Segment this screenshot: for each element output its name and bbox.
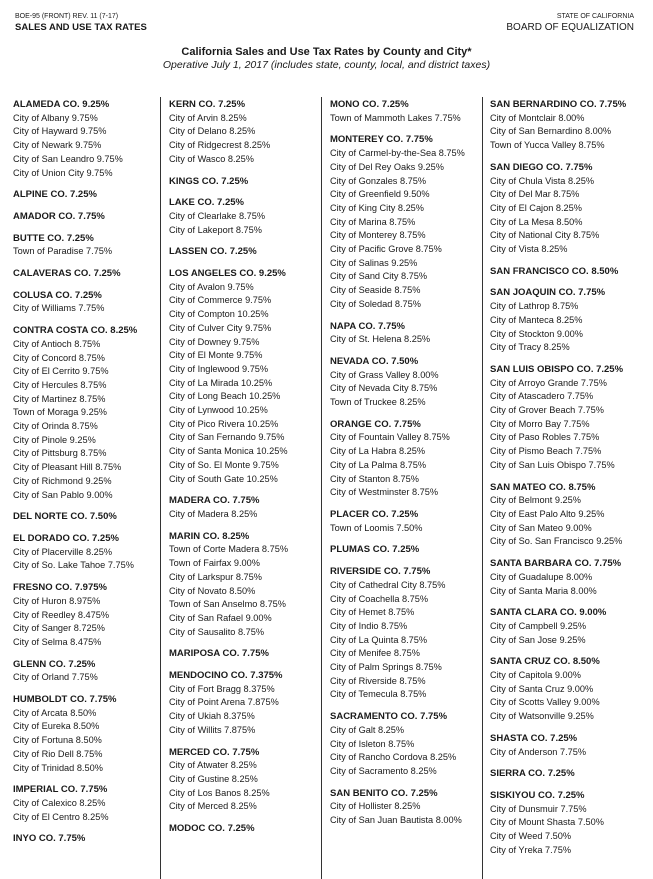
city-rate: City of Tracy 8.25% xyxy=(490,342,570,353)
city-rate: City of Atwater 8.25% xyxy=(169,760,257,771)
city-rate: City of Culver City 9.75% xyxy=(169,322,272,333)
city-rate: City of Fortuna 8.50% xyxy=(13,735,102,746)
city-rate: City of Sand City 8.75% xyxy=(330,271,428,282)
county-name: BUTTE CO. 7.25% xyxy=(13,232,94,244)
rate-column-4 xyxy=(490,98,650,865)
city-rate: Town of Paradise 7.75% xyxy=(13,246,113,257)
city-rate: City of Chula Vista 8.25% xyxy=(490,175,595,186)
city-rate: City of Atascadero 7.75% xyxy=(490,391,594,402)
city-rate: City of Monterey 8.75% xyxy=(330,230,426,241)
county-block xyxy=(330,565,483,702)
county-name: SAN MATEO CO. 8.75% xyxy=(490,481,596,493)
city-rate: City of Grass Valley 8.00% xyxy=(330,369,439,380)
county-name: LOS ANGELES CO. 9.25% xyxy=(169,268,286,280)
city-rate: City of St. Helena 8.25% xyxy=(330,334,431,345)
city-rate: City of Orland 7.75% xyxy=(13,672,98,683)
county-block xyxy=(490,732,650,759)
county-name: DEL NORTE CO. 7.50% xyxy=(13,511,117,523)
city-rate: City of Sacramento 8.25% xyxy=(330,765,437,776)
city-rate: City of San Bernardino 8.00% xyxy=(490,126,612,137)
city-rate: City of Santa Cruz 9.00% xyxy=(490,683,594,694)
county-name: NAPA CO. 7.75% xyxy=(330,320,405,332)
county-name: PLUMAS CO. 7.25% xyxy=(330,544,420,556)
city-rate: City of Downey 9.75% xyxy=(169,336,260,347)
county-block xyxy=(169,530,321,640)
city-rate: City of Long Beach 10.25% xyxy=(169,391,281,402)
city-rate: City of La Habra 8.25% xyxy=(330,446,425,457)
city-rate: Town of Corte Madera 8.75% xyxy=(169,544,288,555)
county-name: INYO CO. 7.75% xyxy=(13,833,86,845)
city-rate: City of Fort Bragg 8.375% xyxy=(169,683,275,694)
city-rate: City of Santa Monica 10.25% xyxy=(169,446,288,457)
county-name: SISKIYOU CO. 7.25% xyxy=(490,789,585,801)
city-rate: City of Seaside 8.75% xyxy=(330,285,421,296)
rate-column-3 xyxy=(330,98,483,836)
form-title: SALES AND USE TAX RATES xyxy=(15,22,147,33)
county-name: SAN JOAQUIN CO. 7.75% xyxy=(490,287,606,299)
county-block xyxy=(490,557,650,598)
city-rate: City of Arvin 8.25% xyxy=(169,112,247,123)
city-rate: City of Lakeport 8.75% xyxy=(169,224,262,235)
city-rate: City of San Rafael 9.00% xyxy=(169,612,272,623)
city-rate: City of Rancho Cordova 8.25% xyxy=(330,752,457,763)
city-rate: Town of Mammoth Lakes 7.75% xyxy=(330,112,461,123)
county-block xyxy=(330,787,483,828)
city-rate: City of East Palo Alto 9.25% xyxy=(490,508,605,519)
county-block xyxy=(330,320,483,347)
city-rate: City of San Fernando 9.75% xyxy=(169,432,285,443)
city-rate: City of Rio Dell 8.75% xyxy=(13,748,103,759)
county-block xyxy=(169,267,321,486)
county-block xyxy=(13,267,158,281)
page-title: California Sales and Use Tax Rates by County and City* xyxy=(181,46,472,58)
county-block xyxy=(169,647,321,661)
city-rate: City of La Quinta 8.75% xyxy=(330,634,428,645)
county-name: KINGS CO. 7.25% xyxy=(169,175,249,187)
page-subtitle: Operative July 1, 2017 (includes state, county, local, and district taxes) xyxy=(162,59,491,71)
city-rate: City of Lathrop 8.75% xyxy=(490,301,579,312)
city-rate: City of Ridgecrest 8.25% xyxy=(169,140,271,151)
city-rate: City of So. San Francisco 9.25% xyxy=(490,536,623,547)
county-block xyxy=(490,789,650,858)
city-rate: City of Albany 9.75% xyxy=(13,112,98,123)
county-name: SAN BENITO CO. 7.25% xyxy=(330,787,438,799)
county-block xyxy=(169,669,321,738)
city-rate: City of Greenfield 9.50% xyxy=(330,189,430,200)
city-rate: City of San Juan Bautista 8.00% xyxy=(330,815,462,826)
county-block xyxy=(169,175,321,189)
city-rate: Town of Yucca Valley 8.75% xyxy=(490,140,605,151)
city-rate: City of Wasco 8.25% xyxy=(169,153,254,164)
county-block xyxy=(13,210,158,224)
city-rate: City of Manteca 8.25% xyxy=(490,314,583,325)
city-rate: City of So. El Monte 9.75% xyxy=(169,459,279,470)
city-rate: City of Riverside 8.75% xyxy=(330,675,426,686)
county-name: GLENN CO. 7.25% xyxy=(13,658,96,670)
city-rate: City of Pinole 9.25% xyxy=(13,434,96,445)
county-block xyxy=(490,286,650,355)
city-rate: City of Nevada City 8.75% xyxy=(330,383,438,394)
city-rate: City of Delano 8.25% xyxy=(169,126,256,137)
county-name: ALPINE CO. 7.25% xyxy=(13,189,97,201)
city-rate: City of Larkspur 8.75% xyxy=(169,571,262,582)
column-divider xyxy=(321,97,322,879)
city-rate: City of Lynwood 10.25% xyxy=(169,405,268,416)
city-rate: City of Anderson 7.75% xyxy=(490,746,587,757)
county-name: COLUSA CO. 7.25% xyxy=(13,289,102,301)
county-name: CONTRA COSTA CO. 8.25% xyxy=(13,325,138,337)
city-rate: City of Merced 8.25% xyxy=(169,801,257,812)
state-name: STATE OF CALIFORNIA xyxy=(556,13,634,20)
city-rate: City of Madera 8.25% xyxy=(169,508,258,519)
county-name: SANTA BARBARA CO. 7.75% xyxy=(490,558,622,570)
city-rate: City of Commerce 9.75% xyxy=(169,295,272,306)
city-rate: City of San Pablo 9.00% xyxy=(13,489,113,500)
county-block xyxy=(490,161,650,257)
county-name: SACRAMENTO CO. 7.75% xyxy=(330,711,448,723)
city-rate: City of South Gate 10.25% xyxy=(169,473,278,484)
city-rate: City of Grover Beach 7.75% xyxy=(490,405,604,416)
county-block xyxy=(13,289,158,316)
city-rate: City of Point Arena 7.875% xyxy=(169,697,279,708)
rate-column-1 xyxy=(13,98,158,854)
county-block xyxy=(169,245,321,259)
city-rate: Town of Moraga 9.25% xyxy=(13,407,107,418)
city-rate: City of Pittsburg 8.75% xyxy=(13,448,107,459)
city-rate: City of Reedley 8.475% xyxy=(13,609,110,620)
city-rate: City of Inglewood 9.75% xyxy=(169,363,269,374)
city-rate: City of Pismo Beach 7.75% xyxy=(490,446,602,457)
city-rate: City of Compton 10.25% xyxy=(169,309,269,320)
city-rate: Town of San Anselmo 8.75% xyxy=(169,599,286,610)
city-rate: City of Stockton 9.00% xyxy=(490,328,583,339)
county-name: SHASTA CO. 7.25% xyxy=(490,732,578,744)
city-rate: City of Belmont 9.25% xyxy=(490,495,581,506)
city-rate: City of Cathedral City 8.75% xyxy=(330,579,446,590)
county-block xyxy=(490,363,650,473)
county-block xyxy=(169,822,321,836)
county-block xyxy=(13,581,158,650)
county-name: SANTA CRUZ CO. 8.50% xyxy=(490,656,600,668)
county-name: KERN CO. 7.25% xyxy=(169,99,246,110)
city-rate: City of Placerville 8.25% xyxy=(13,546,113,557)
county-block xyxy=(13,532,158,573)
city-rate: City of Concord 8.75% xyxy=(13,352,105,363)
city-rate: City of Pleasant Hill 8.75% xyxy=(13,462,122,473)
county-block xyxy=(330,508,483,535)
city-rate: City of La Mirada 10.25% xyxy=(169,377,273,388)
county-block xyxy=(490,265,650,279)
form-header-left xyxy=(15,11,147,33)
county-block xyxy=(330,133,483,311)
county-name: RIVERSIDE CO. 7.75% xyxy=(330,566,431,578)
form-id: BOE-95 (FRONT) REV. 11 (7-17) xyxy=(15,13,119,20)
city-rate: City of Eureka 8.50% xyxy=(13,721,100,732)
county-block xyxy=(490,481,650,550)
city-rate: Town of Fairfax 9.00% xyxy=(169,558,260,569)
county-name: SAN DIEGO CO. 7.75% xyxy=(490,161,593,173)
city-rate: City of Galt 8.25% xyxy=(330,724,405,735)
rate-column-2 xyxy=(169,98,321,844)
county-name: SIERRA CO. 7.25% xyxy=(490,768,575,780)
city-rate: City of Clearlake 8.75% xyxy=(169,210,266,221)
city-rate: City of Coachella 8.75% xyxy=(330,593,429,604)
county-block xyxy=(13,510,158,524)
city-rate: City of Paso Robles 7.75% xyxy=(490,432,600,443)
county-name: EL DORADO CO. 7.25% xyxy=(13,532,119,544)
city-rate: Town of Truckee 8.25% xyxy=(330,397,426,408)
county-block xyxy=(13,188,158,202)
county-block xyxy=(490,767,650,781)
city-rate: City of Orinda 8.75% xyxy=(13,421,98,432)
county-name: MARIPOSA CO. 7.75% xyxy=(169,648,269,660)
column-divider xyxy=(160,97,161,879)
county-block xyxy=(330,418,483,500)
city-rate: City of Novato 8.50% xyxy=(169,585,256,596)
city-rate: City of San Luis Obispo 7.75% xyxy=(490,459,615,470)
county-block xyxy=(13,783,158,824)
city-rate: City of Weed 7.50% xyxy=(490,831,572,842)
city-rate: City of El Monte 9.75% xyxy=(169,350,263,361)
county-name: MONTEREY CO. 7.75% xyxy=(330,134,433,146)
county-name: NEVADA CO. 7.50% xyxy=(330,355,419,367)
county-block xyxy=(330,543,483,557)
city-rate: City of Gonzales 8.75% xyxy=(330,175,427,186)
document-titles xyxy=(0,46,653,72)
city-rate: City of Vista 8.25% xyxy=(490,244,568,255)
city-rate: City of Sausalito 8.75% xyxy=(169,626,264,637)
county-name: MERCED CO. 7.75% xyxy=(169,746,260,758)
city-rate: City of Morro Bay 7.75% xyxy=(490,418,590,429)
city-rate: City of So. Lake Tahoe 7.75% xyxy=(13,560,134,571)
city-rate: City of Calexico 8.25% xyxy=(13,797,106,808)
city-rate: City of Westminster 8.75% xyxy=(330,487,439,498)
city-rate: City of Palm Springs 8.75% xyxy=(330,662,442,673)
county-name: LAKE CO. 7.25% xyxy=(169,197,244,209)
city-rate: City of Del Mar 8.75% xyxy=(490,189,580,200)
city-rate: City of Pacific Grove 8.75% xyxy=(330,244,442,255)
city-rate: City of Dunsmuir 7.75% xyxy=(490,803,587,814)
board-name: BOARD OF EQUALIZATION xyxy=(506,22,634,33)
city-rate: City of Scotts Valley 9.00% xyxy=(490,697,600,708)
city-rate: City of San Leandro 9.75% xyxy=(13,153,123,164)
city-rate: City of Martinez 8.75% xyxy=(13,393,106,404)
county-block xyxy=(13,832,158,846)
city-rate: City of Hemet 8.75% xyxy=(330,607,415,618)
city-rate: City of Campbell 9.25% xyxy=(490,620,587,631)
city-rate: City of El Cerrito 9.75% xyxy=(13,366,109,377)
form-header-right xyxy=(506,11,634,33)
county-name: ORANGE CO. 7.75% xyxy=(330,418,421,430)
county-block xyxy=(490,655,650,724)
city-rate: City of El Centro 8.25% xyxy=(13,811,109,822)
county-block xyxy=(330,710,483,779)
city-rate: City of Soledad 8.75% xyxy=(330,298,421,309)
county-block xyxy=(330,98,483,125)
county-name: SAN BERNARDINO CO. 7.75% xyxy=(490,99,627,110)
county-name: PLACER CO. 7.25% xyxy=(330,508,419,520)
city-rate: City of Watsonville 9.25% xyxy=(490,711,594,722)
city-rate: City of Ukiah 8.375% xyxy=(169,711,255,722)
city-rate: City of Hayward 9.75% xyxy=(13,126,107,137)
county-block xyxy=(169,494,321,521)
city-rate: City of La Palma 8.75% xyxy=(330,459,427,470)
county-name: AMADOR CO. 7.75% xyxy=(13,210,105,222)
city-rate: City of Sanger 8.725% xyxy=(13,623,105,634)
county-name: MONO CO. 7.25% xyxy=(330,99,409,110)
city-rate: City of Temecula 8.75% xyxy=(330,689,427,700)
city-rate: City of Pico Rivera 10.25% xyxy=(169,418,279,429)
city-rate: City of Indio 8.75% xyxy=(330,620,408,631)
city-rate: City of Fountain Valley 8.75% xyxy=(330,432,450,443)
city-rate: City of Hercules 8.75% xyxy=(13,379,107,390)
city-rate: City of Yreka 7.75% xyxy=(490,844,572,855)
county-name: HUMBOLDT CO. 7.75% xyxy=(13,694,117,706)
city-rate: City of King City 8.25% xyxy=(330,202,424,213)
city-rate: City of Guadalupe 8.00% xyxy=(490,571,593,582)
county-name: MADERA CO. 7.75% xyxy=(169,495,260,507)
city-rate: City of Antioch 8.75% xyxy=(13,338,101,349)
county-block xyxy=(169,746,321,815)
county-name: SAN LUIS OBISPO CO. 7.25% xyxy=(490,363,624,375)
city-rate: City of Capitola 9.00% xyxy=(490,670,581,681)
city-rate: City of Trinidad 8.50% xyxy=(13,762,103,773)
county-block xyxy=(13,693,158,775)
city-rate: City of Selma 8.475% xyxy=(13,636,102,647)
county-name: SANTA CLARA CO. 9.00% xyxy=(490,607,607,619)
city-rate: City of Los Banos 8.25% xyxy=(169,787,270,798)
city-rate: City of Huron 8.975% xyxy=(13,595,101,606)
city-rate: City of San Jose 9.25% xyxy=(490,634,586,645)
city-rate: City of Gustine 8.25% xyxy=(169,773,258,784)
county-block xyxy=(13,98,158,180)
county-name: IMPERIAL CO. 7.75% xyxy=(13,784,108,796)
county-block xyxy=(169,98,321,167)
city-rate: City of Menifee 8.75% xyxy=(330,648,420,659)
city-rate: City of Salinas 9.25% xyxy=(330,257,418,268)
county-name: MARIN CO. 8.25% xyxy=(169,530,250,542)
city-rate: City of Arcata 8.50% xyxy=(13,707,97,718)
city-rate: City of Carmel-by-the-Sea 8.75% xyxy=(330,148,465,159)
city-rate: City of La Mesa 8.50% xyxy=(490,216,583,227)
county-block xyxy=(169,196,321,237)
city-rate: City of National City 8.75% xyxy=(490,230,600,241)
county-name: ALAMEDA CO. 9.25% xyxy=(13,99,110,110)
county-name: FRESNO CO. 7.975% xyxy=(13,582,107,594)
county-name: MODOC CO. 7.25% xyxy=(169,823,255,835)
city-rate: City of Richmond 9.25% xyxy=(13,475,112,486)
county-block xyxy=(13,232,158,259)
city-rate: City of Stanton 8.75% xyxy=(330,473,419,484)
city-rate: City of Newark 9.75% xyxy=(13,140,102,151)
county-block xyxy=(490,98,650,153)
city-rate: City of Montclair 8.00% xyxy=(490,112,585,123)
city-rate: City of Del Rey Oaks 9.25% xyxy=(330,161,444,172)
county-block xyxy=(13,658,158,685)
city-rate: City of San Mateo 9.00% xyxy=(490,522,592,533)
county-name: SAN FRANCISCO CO. 8.50% xyxy=(490,265,619,277)
county-name: CALAVERAS CO. 7.25% xyxy=(13,268,121,280)
city-rate: City of Isleton 8.75% xyxy=(330,738,415,749)
city-rate: City of Union City 9.75% xyxy=(13,167,113,178)
city-rate: City of Hollister 8.25% xyxy=(330,801,421,812)
county-name: LASSEN CO. 7.25% xyxy=(169,246,257,258)
city-rate: City of Arroyo Grande 7.75% xyxy=(490,377,607,388)
city-rate: City of Williams 7.75% xyxy=(13,303,105,314)
city-rate: City of Marina 8.75% xyxy=(330,216,416,227)
city-rate: City of Santa Maria 8.00% xyxy=(490,585,597,596)
city-rate: City of Avalon 9.75% xyxy=(169,281,254,292)
county-block xyxy=(490,606,650,647)
city-rate: City of Mount Shasta 7.50% xyxy=(490,817,604,828)
city-rate: Town of Loomis 7.50% xyxy=(330,522,423,533)
county-block xyxy=(330,355,483,410)
county-name: MENDOCINO CO. 7.375% xyxy=(169,670,283,682)
city-rate: City of Willits 7.875% xyxy=(169,724,256,735)
county-block xyxy=(13,324,158,502)
city-rate: City of El Cajon 8.25% xyxy=(490,202,582,213)
